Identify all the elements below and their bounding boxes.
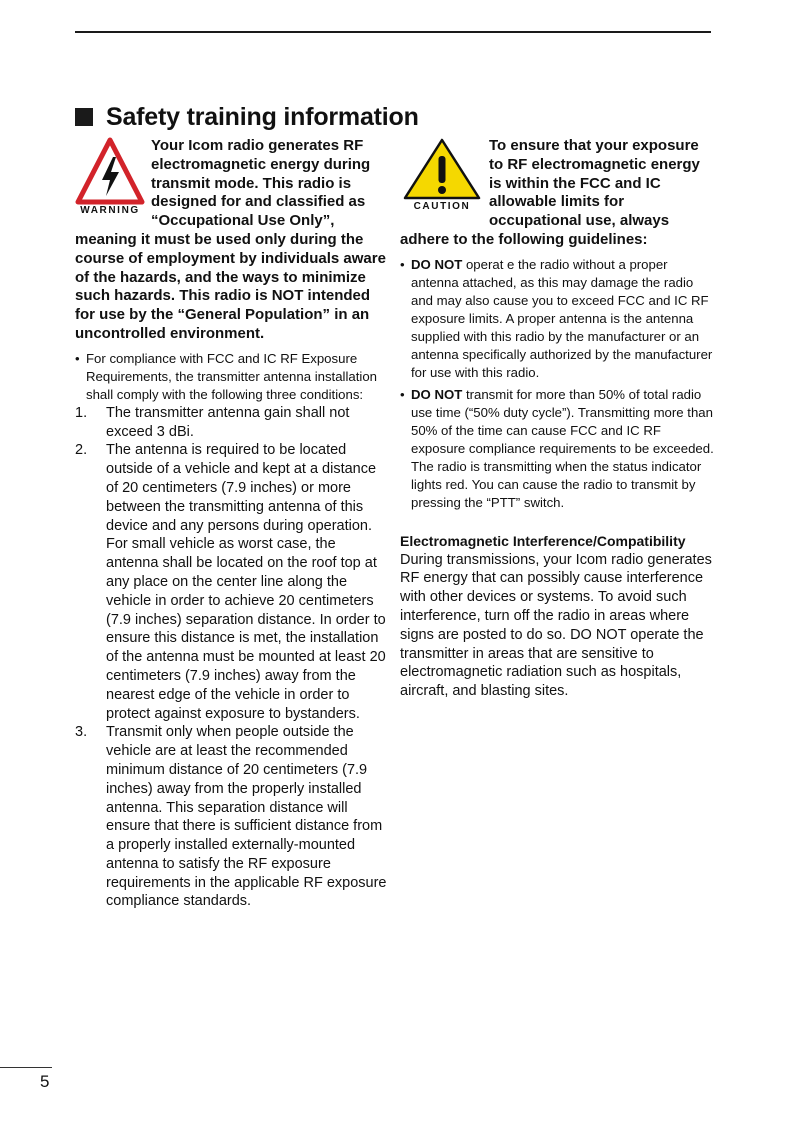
- condition-item: [75, 723, 387, 911]
- condition-number: 2.: [75, 442, 88, 459]
- compliance-bullet: [75, 350, 387, 404]
- caution-label: CAUTION: [413, 201, 471, 212]
- guideline-emphasis: DO NOT: [411, 386, 463, 402]
- bullet-dot: •: [400, 256, 405, 272]
- compliance-bullet-text: For compliance with FCC and IC RF Exposure Requirements, the transmitter antenna installation shall comply with the following three conditions:: [86, 350, 378, 402]
- section-heading: [75, 100, 419, 134]
- condition-text: Transmit only when people outside the vehicle are at least the recommended minimum distance of 20 centimeters (7.9 inches) away from the properly installed antenna. This separation distance will ensure that there is sufficient distance from a properly installed externally-mounted antenna to satisfy the RF exposure requirements in the applicable RF exposure compliance standards.: [106, 724, 387, 910]
- square-bullet-icon: [75, 108, 93, 126]
- footer-rule: [0, 1067, 52, 1068]
- left-intro: Your Icom radio generates RF electromagnetic energy during transmit mode. This radio is designed for and classified as “Occupational Use Only”, meaning it must be used only during the course of employment by individuals aware of the hazards, and the ways to minimize such hazards. This radio is NOT intended for use by the “General Population” in an uncontrolled environment.: [75, 137, 386, 342]
- left-column: [75, 137, 387, 911]
- condition-number: 3.: [75, 724, 88, 741]
- guideline-text: transmit for more than 50% of total radio use time (“50% duty cycle”). Transmitting more than 50% of the time can cause FCC and IC RF exposure compliance requirements to be exceeded. The radio is transmitting when the status indicator lights red. You can cause the radio to transmit by pressing the “PTT” switch.: [411, 386, 714, 510]
- condition-text: The antenna is required to be located outside of a vehicle and kept at a distance of 20 centimeters (7.9 inches) or more between the transmitting antenna of this device and any persons during operation. For small vehicle as worst case, the antenna shall be located on the roof top at any place on the center line along the vehicle in order to achieve 20 centimeters (7.9 inches) separation distance. In order to ensure this distance is met, the installation of the antenna must be mounted at least 20 centimeters (7.9 inches) away from the nearest edge of the vehicle in order to protect against exposure to bystanders.: [106, 442, 386, 722]
- caution-symbol: [400, 137, 484, 213]
- top-rule: [75, 31, 711, 33]
- warning-label: WARNING: [80, 205, 140, 216]
- guideline-emphasis: DO NOT: [411, 256, 463, 272]
- section-title: Safety training information: [106, 103, 419, 131]
- emi-text: During transmissions, your Icom radio generates RF energy that can possibly cause interference with other devices or systems. To avoid such interference, turn off the radio in areas where signs are posted to do so. DO NOT operate the transmitter in areas that are sensitive to electromagnetic radiation such as hospitals, aircraft, and blasting sites.: [400, 551, 712, 700]
- condition-item: [75, 404, 387, 442]
- caution-exclamation-icon: [402, 137, 482, 201]
- right-intro: To ensure that your exposure to RF electromagnetic energy is within the FCC and IC allowable limits for occupational use, always adhere to the following guidelines:: [400, 137, 700, 248]
- condition-number: 1.: [75, 404, 88, 421]
- warning-symbol: [75, 137, 145, 217]
- right-column: [400, 137, 714, 701]
- emi-heading: Electromagnetic Interference/Compatibility: [400, 532, 686, 549]
- guideline-bullet: [400, 386, 714, 512]
- high-voltage-warning-icon: [75, 137, 145, 205]
- bullet-dot: •: [400, 386, 405, 402]
- condition-text: The transmitter antenna gain shall not exceed 3 dBi.: [106, 404, 350, 440]
- page-number: 5: [40, 1072, 50, 1091]
- condition-item: [75, 441, 387, 723]
- bullet-dot: •: [75, 350, 80, 366]
- guideline-text: operat e the radio without a proper antenna attached, as this may damage the radio and may also cause you to exceed FCC and IC RF exposure limits. A proper antenna is the antenna supplied with this radio by the manufacturer or an antenna specifically authorized by the manufacturer for use with this radio.: [411, 256, 713, 380]
- guideline-bullet: [400, 256, 714, 382]
